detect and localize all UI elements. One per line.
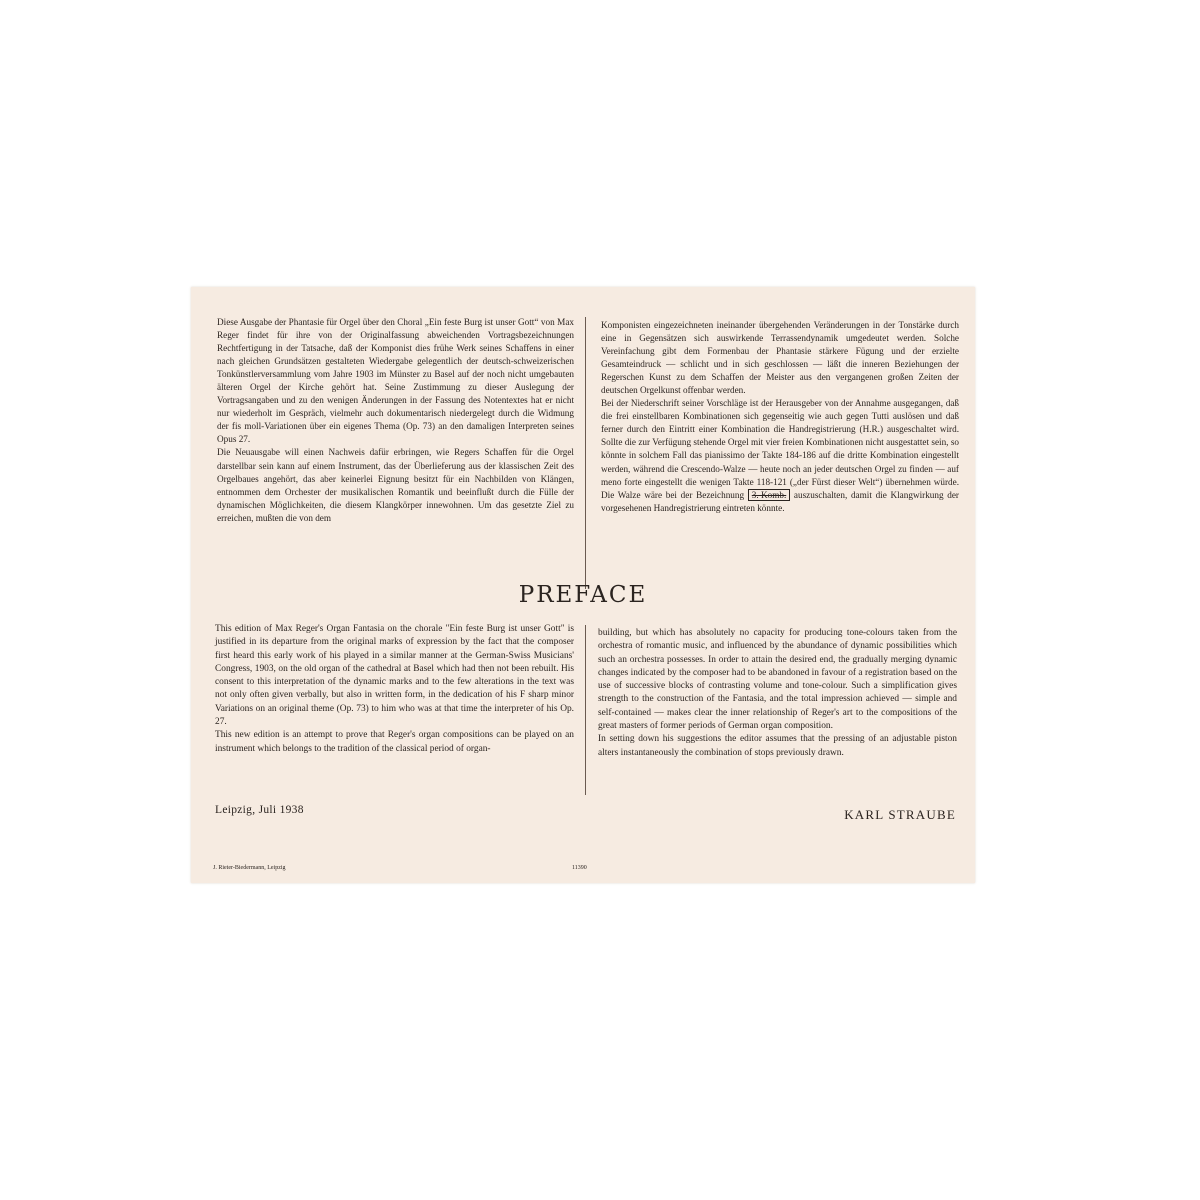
plate-number: 11390 bbox=[572, 865, 587, 871]
preface-page bbox=[191, 287, 975, 883]
english-right-paragraph-2: In setting down his suggestions the editor assumes that the pressing of an adjustable piston alters instantaneously the combination of stops previously drawn. bbox=[598, 734, 957, 758]
combination-stamp: 3. Komb. bbox=[748, 489, 790, 501]
publisher-imprint: J. Rieter-Biedermann, Leipzig bbox=[213, 865, 286, 871]
english-text-right-column bbox=[598, 627, 957, 760]
place-and-date: Leipzig, Juli 1938 bbox=[215, 804, 304, 816]
german-right-paragraph-2-start: Bei der Niederschrift seiner Vorschläge ist der Herausgeber von der Annahme ausgegangen, daß die frei einstellbaren Kombinationen sich gegenseitig wie auch gegen Tutti auslösen und daß ferner durch den Eintritt einer Kombination die Handregistrierung (H.R.) ausgeschaltet wird. Sollte die zur Verfügung stehende Orgel mit vier freien Kombinationen nicht ausgestattet sein, so könnte in solchem Fall das pianissimo der Takte 184-186 auf die dritte Kombination eingestellt werden, während die Crescendo-Walze — heute noch an jeder deutschen Orgel zu finden — auf meno forte eingestellt die wenigen Takte 118-121 („der Fürst dieser Welt“) übernehmen würde. Die Walze wäre bei der Bezeichnung bbox=[601, 398, 959, 500]
german-left-paragraph-1: Diese Ausgabe der Phantasie für Orgel über den Choral „Ein feste Burg ist unser Gott“ von Max Reger findet für ihre von der Originalfassung abweichenden Vortragsbezeichnungen Rechtfertigung in der Tatsache, daß der Komponist dies frühe Werk seines Schaffens in einer nach gleichen Grundsätzen gestalteten Wiedergabe gelegentlich der deutsch-schweizerischen Tonkünstlerversammlung vom Jahre 1903 im Münster zu Basel auf der noch nicht umgebauten älteren Orgel der Kirche gehört hat. Seine Zustimmung zu dieser Auslegung der Vortragsangaben und zu den wenigen Änderungen in der Fassung des Notentextes hat er nicht nur wiederholt im Gespräch, vielmehr auch dokumentarisch niedergelegt durch die Widmung der fis moll-Variationen über ein eigenes Thema (Op. 73) an den damaligen Interpreten seines Opus 27. bbox=[217, 317, 574, 445]
author-signature: KARL STRAUBE bbox=[844, 807, 956, 822]
english-right-paragraph-1: building, but which has absolutely no capacity for producing tone-colours taken from the orchestra of romantic music, and influenced by the abundance of dynamic possibilities which such an orchestra possesses. In order to attain the desired end, the gradually merging dynamic changes indicated by the composer had to be abandoned in favour of a registration based on the use of successive blocks of contrasting volume and tone-colour. Such a simplification gives strength to the construction of the Fantasia, and the total impression achieved — simple and self-contained — makes clear the inner relationship of Reger's art to the compositions of the great masters of former periods of German organ composition. bbox=[598, 628, 957, 732]
german-text-left-column bbox=[217, 316, 574, 525]
german-text-right-column bbox=[601, 319, 959, 515]
german-right-paragraph-2-end: auszuschalten, damit die Klangwirkung der vorgesehenen Handregistrierung eintreten könnte. bbox=[601, 489, 959, 513]
german-left-paragraph-2: Die Neuausgabe will einen Nachweis dafür erbringen, wie Regers Schaffen für die Orgel darstellbar sein kann auf einem Instrument, das der Überlieferung aus der klassischen Zeit des Orgelbaues angehört, das aber keinerlei Eignung besitzt für ein Nachbilden von Klängen, entnommen dem Orchester der musikalischen Romantik und beeinflußt durch die Fülle der dynamischen Möglichkeiten, die diesem Klangkörper innewohnen. Um das gesetzte Ziel zu erreichen, mußten die von dem bbox=[217, 447, 574, 523]
english-left-paragraph-2: This new edition is an attempt to prove that Reger's organ compositions can be played on an instrument which belongs to the tradition of the classical period of organ- bbox=[215, 730, 574, 754]
column-divider-top bbox=[585, 317, 586, 589]
column-divider-bottom bbox=[585, 625, 586, 795]
preface-heading: PREFACE bbox=[518, 582, 648, 608]
english-text-left-column bbox=[215, 623, 574, 756]
english-left-paragraph-1: This edition of Max Reger's Organ Fantasia on the chorale "Ein feste Burg ist unser Gott" is justified in its departure from the original marks of expression by the fact that the composer first heard this early work of his played in a similar manner at the German-Swiss Musicians' Congress, 1903, on the old organ of the cathedral at Basel which had then not been rebuilt. His consent to this interpretation of the dynamic marks and to the few alterations in the text was not only often given verbally, but also in written form, in the dedication of his F sharp minor Variations on an original theme (Op. 73) to him who was at that time the interpreter of his Op. 27. bbox=[215, 624, 574, 728]
german-right-paragraph-1: Komponisten eingezeichneten ineinander übergehenden Veränderungen in der Tonstärke durch eine in Gegensätzen sich auswirkende Terrassendynamik umgedeutet werden. Solche Vereinfachung gibt dem Formenbau der Phantasie stärkere Fügung und der erzielte Gesamteindruck — schlicht und in sich geschlossen — läßt die inneren Beziehungen der Regerschen Kunst zu dem Schaffen der Meister aus den vergangenen großen Zeiten der deutschen Orgelkunst offenbar werden. bbox=[601, 320, 959, 396]
german-right-paragraph-2 bbox=[601, 397, 959, 514]
